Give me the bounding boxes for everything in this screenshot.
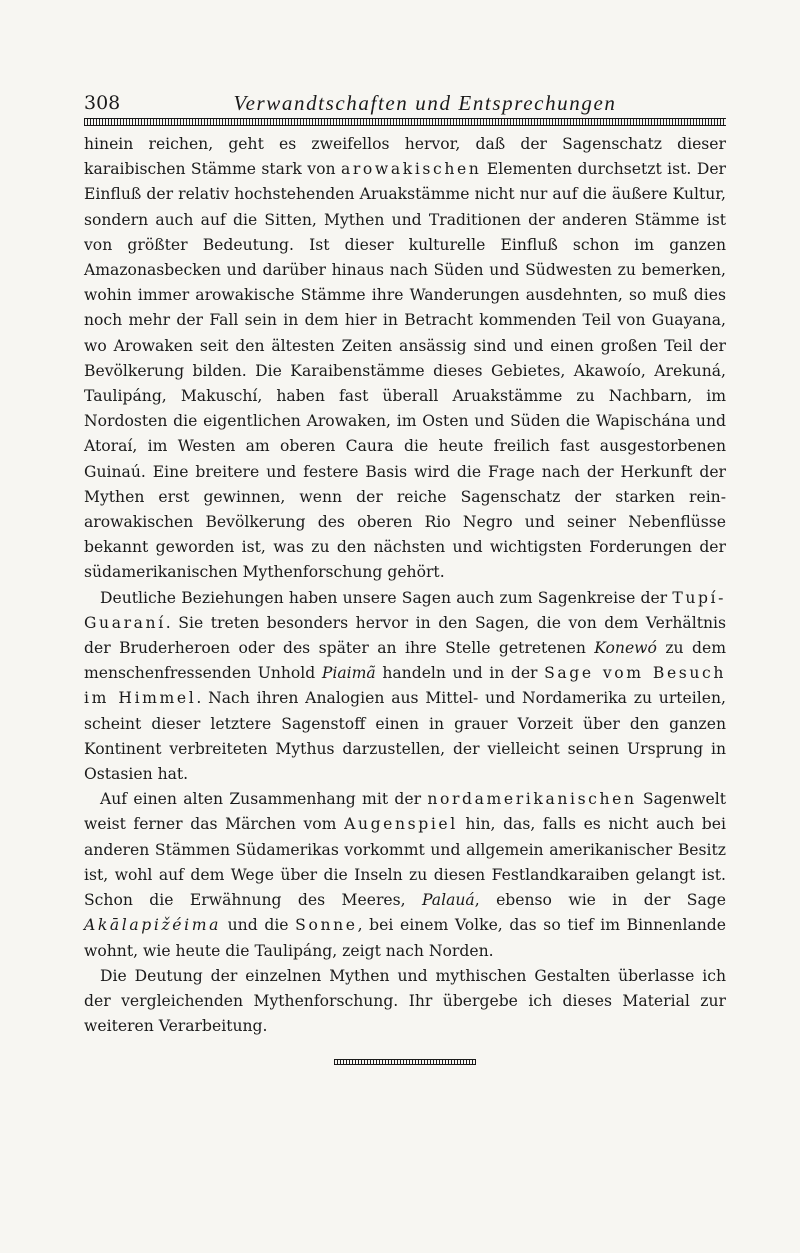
spaced-emphasis: Sage vom Besuch im Himmel	[84, 664, 726, 708]
spaced-emphasis: Sonne	[295, 916, 358, 935]
running-head: Verwandtschaften und Entsprechungen	[233, 91, 617, 115]
text-run: , ebenso wie in der Sage	[474, 891, 726, 910]
text-run: Sagenwelt weist ferner das Märchen vom	[84, 790, 726, 834]
end-ornament-rule	[334, 1059, 476, 1065]
text-run: hinein reichen, geht es zweifellos hervor, daß der Sagenschatz dieser karaibischen Stämme stark von	[84, 135, 726, 179]
paragraph-2	[84, 586, 726, 788]
text-run: handeln und in der	[375, 664, 545, 683]
text-run: zu dem menschenfressenden Unhold	[84, 639, 727, 683]
text-run: . Sie treten besonders hervor in den Sagen, die von dem Verhältnis der Bruderheroen oder des später an ihre Stelle getretenen	[84, 613, 726, 658]
text-run: Deutliche Beziehungen haben unsere Sagen auch zum Sagenkreise der	[100, 588, 673, 607]
book-page	[84, 92, 726, 1065]
spaced-emphasis: Tupí-Guaraní	[84, 588, 726, 632]
spaced-emphasis: nordamerikanischen	[427, 790, 637, 809]
italic-name: Piaimã	[321, 664, 376, 683]
body-text	[84, 132, 726, 1039]
spaced-italic-title: Akālapižéima	[84, 916, 221, 935]
text-run: Elementen durchsetzt ist. Der Einfluß der relativ hochstehenden Aruakstämme nicht nur auf die äußere Kultur, sondern auch auf die Sitten, Mythen und Traditionen der anderen Stämme ist von größter Bedeutung. Ist dieser kulturelle Einfluß schon im ganzen Amazonasbecken und darüber hinaus nach Süden und Südwesten zu bemerken, wohin immer arowakische Stämme ihre Wanderungen ausdehnten, so muß dies noch mehr der Fall sein in dem hier in Betracht kommenden Teil von Guayana, wo Arowaken seit den ältesten Zeiten ansässig sind und einen großen Teil der Bevölkerung bilden. Die Karaibenstämme dieses Gebietes, Akawoío, Arekuná, Taulipáng, Makuschí, haben fast überall Aruakstämme zu Nachbarn, im Nordosten die eigentlichen Arowaken, im Osten und Süden die Wapischána und Atoraí, im Westen am oberen Caura die heute freilich fast ausgestorbenen Guinaú. Eine breitere und festere Basis wird die Frage nach der Herkunft der Mythen erst gewinnen, wenn der reiche Sagenschatz der starken rein-arowakischen Bevölkerung des oberen Rio Negro und seiner Nebenflüsse bekannt geworden ist, was zu den nächsten und wichtigsten Forderungen der südamerikanischen Mythenforschung gehört.	[84, 160, 727, 582]
spaced-emphasis: arowakischen	[340, 160, 482, 179]
paragraph-3	[84, 787, 726, 963]
paragraph-4	[84, 964, 726, 1040]
text-run: Die Deutung der einzelnen Mythen und mythischen Gestalten überlasse ich der vergleichenden Mythenforschung. Ihr übergebe ich dieses Material zur weiteren Verarbeitung.	[84, 966, 726, 1036]
text-run: hin, das, falls es nicht auch bei anderen Stämmen Südamerikas vorkommt und allgemein amerikanischer Besitz ist, wohl auf dem Wege über die Inseln zu diesen Festlandkaraiben gelangt ist. Schon die Erwähnung des Meeres,	[84, 815, 726, 910]
italic-name: Konewó	[594, 639, 657, 658]
page-number: 308	[84, 92, 121, 114]
text-run: . Nach ihren Analogien aus Mittel- und Nordamerika zu urteilen, scheint dieser letztere Sagenstoff einen in grauer Vorzeit über den ganzen Kontinent verbreiteten Mythus darzustellen, der vielleicht seinen Ursprung in Ostasien hat.	[84, 689, 726, 784]
text-run: und die	[220, 916, 296, 935]
italic-name: Palauá	[422, 891, 475, 910]
paragraph-1	[84, 132, 726, 586]
header-ornament-rule	[84, 118, 726, 126]
spaced-emphasis: Augenspiel	[344, 815, 458, 834]
page-header	[84, 92, 726, 116]
text-run: , bei einem Volke, das so tief im Binnenlande wohnt, wie heute die Taulipáng, zeigt nach Norden.	[84, 916, 726, 960]
text-run: Auf einen alten Zusammenhang mit der	[100, 790, 428, 809]
